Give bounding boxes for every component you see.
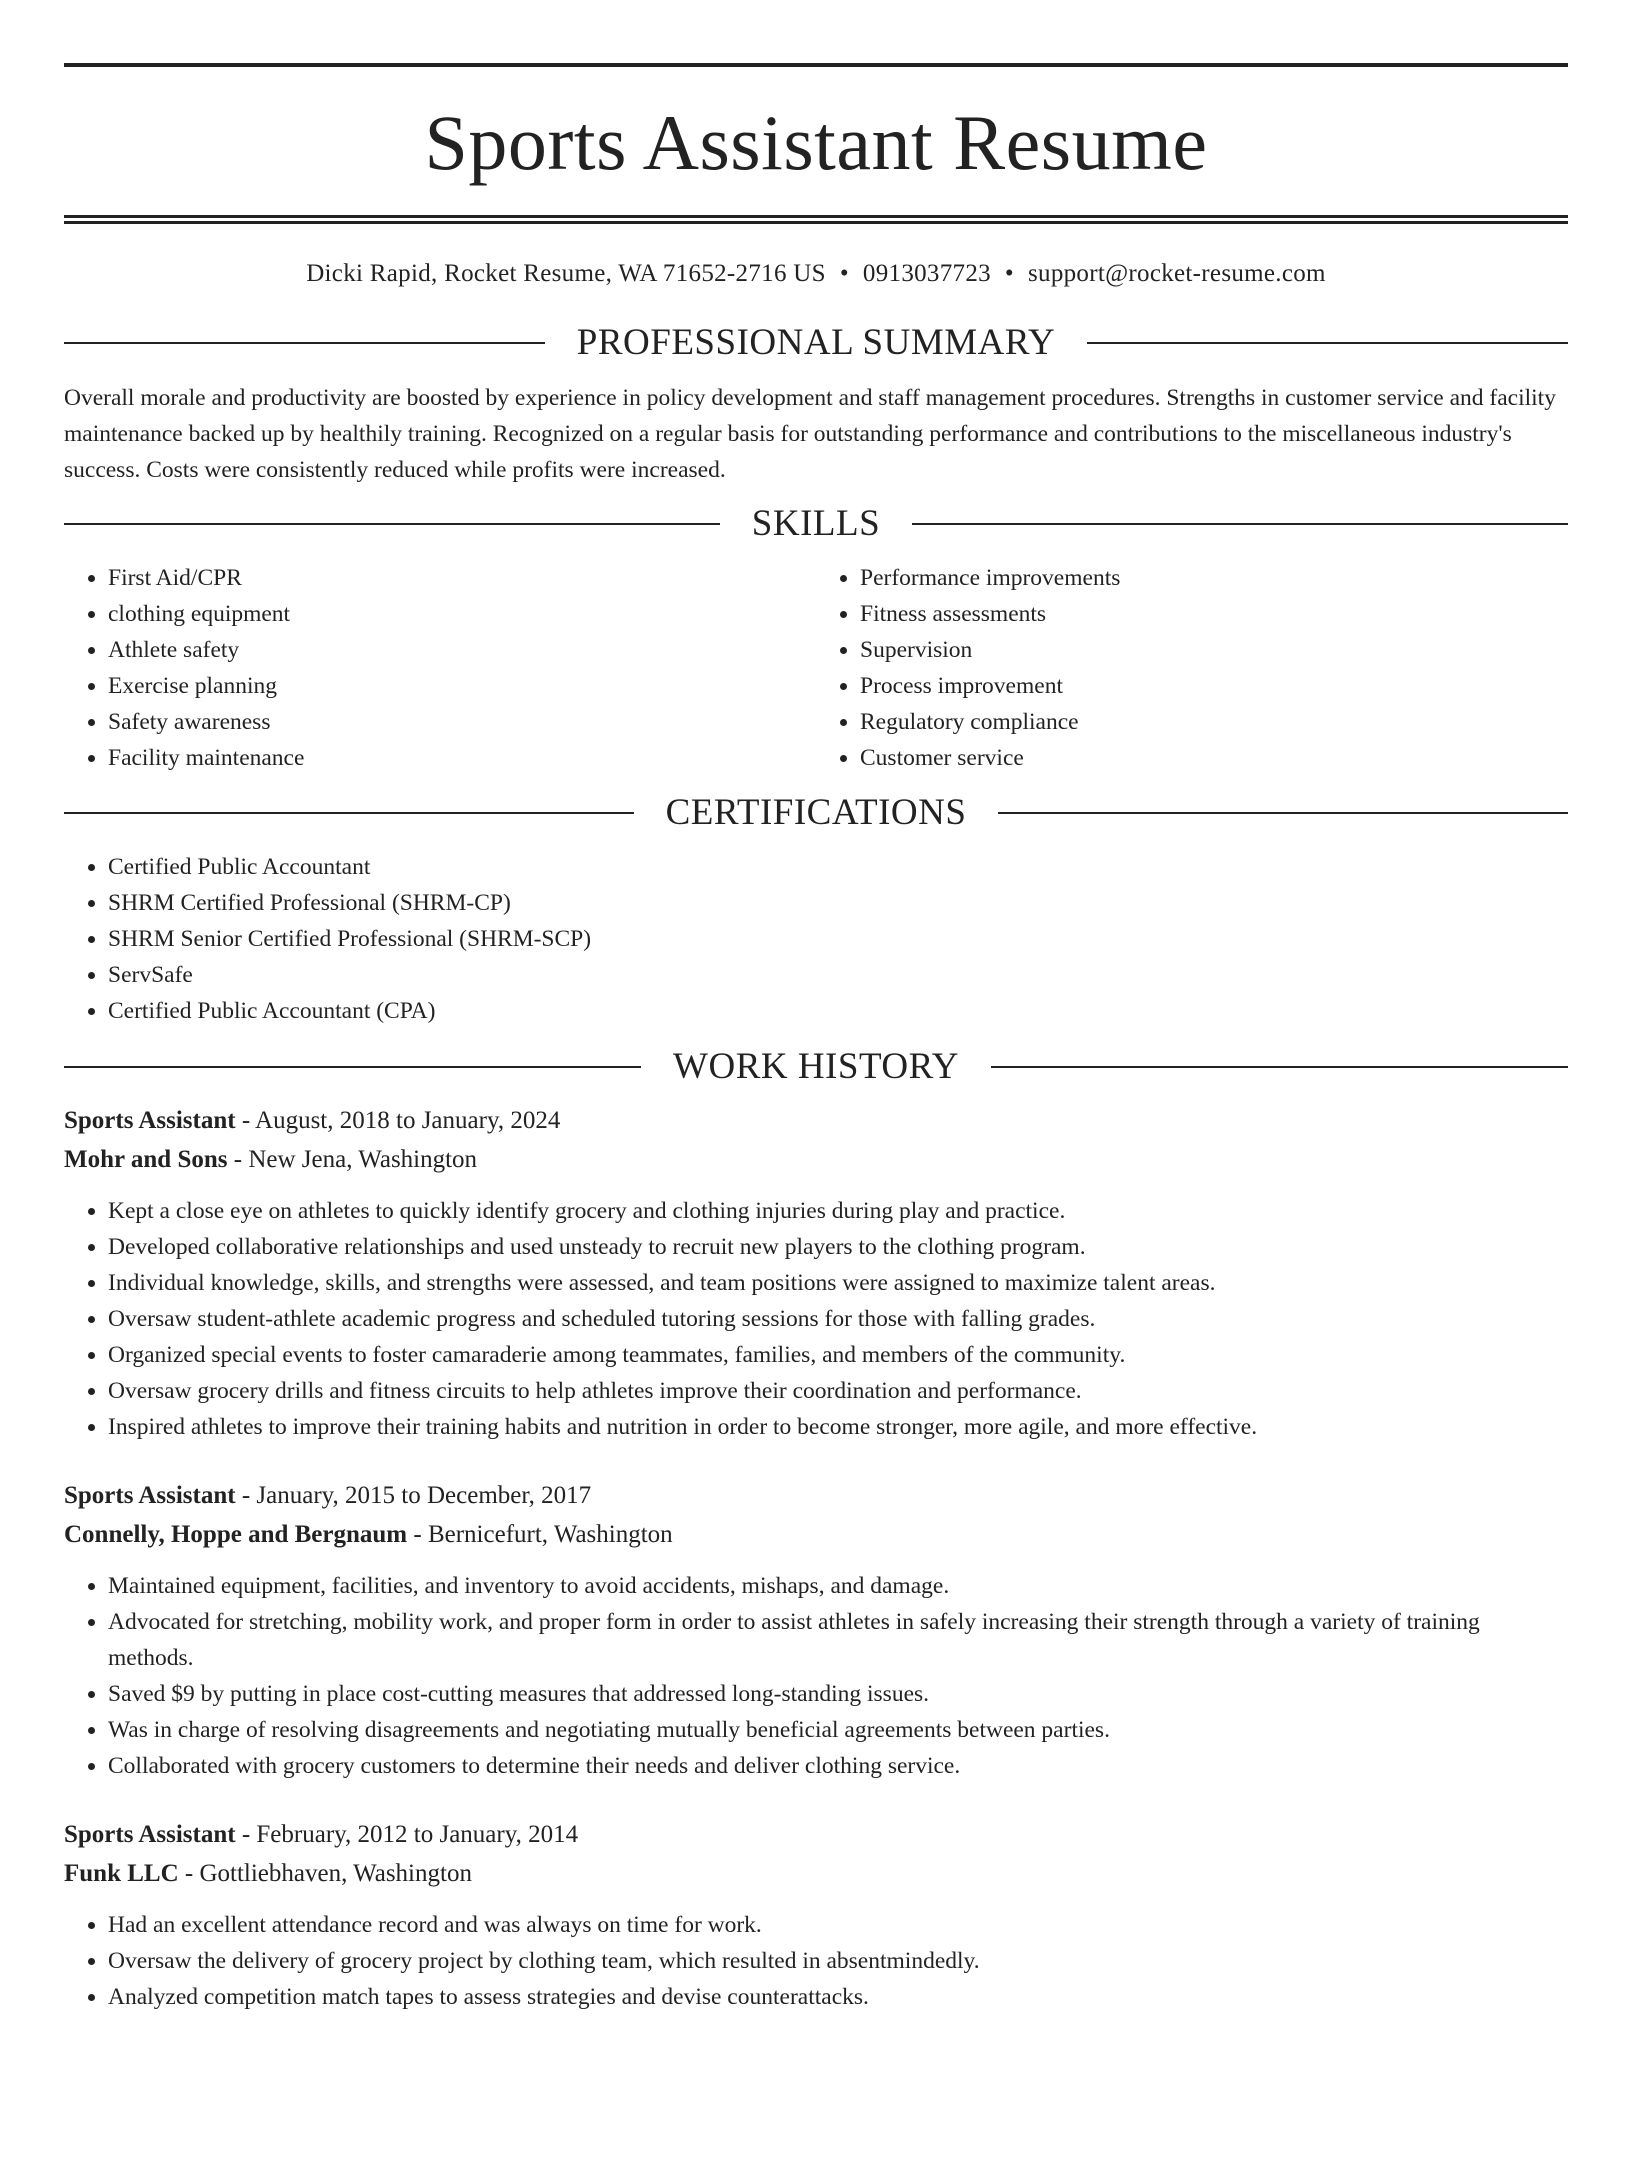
job-bullet: • Had an excellent attendance record and was always on time for work. [108,1907,1568,1943]
skill-item: • Customer service [860,740,1568,776]
skill-item: • Regulatory compliance [860,704,1568,740]
contact-phone: 0913037723 [862,260,991,287]
certifications-list [64,849,1568,1029]
heading-rule-left [64,1066,641,1068]
job-bullet: • Advocated for stretching, mobility work, and proper form in order to assist athletes in safely increasing their strength through a variety of training methods. [108,1604,1568,1676]
job-entry [64,1101,1568,1445]
job-title: Sports Assistant [64,1107,236,1134]
contact-separator: • [1004,260,1014,287]
job-bullets [64,1907,1568,2015]
heading-rule-right [998,812,1568,814]
skill-item: • Supervision [860,632,1568,668]
job-bullet: • Oversaw the delivery of grocery project by clothing team, which resulted in absentmindedly. [108,1943,1568,1979]
job-company-line [64,1854,1568,1893]
heading-rule-left [64,342,545,344]
job-company: Connelly, Hoppe and Bergnaum [64,1521,408,1548]
certification-item: • SHRM Certified Professional (SHRM-CP) [108,885,1568,921]
skill-item: • Fitness assessments [860,596,1568,632]
heading-rule-right [912,523,1568,525]
heading-rule-right [1087,342,1568,344]
work-history-heading [64,1048,1568,1085]
job-bullet: • Analyzed competition match tapes to assess strategies and devise counterattacks. [108,1979,1568,2015]
job-title: Sports Assistant [64,1821,236,1848]
job-bullet: • Organized special events to foster camaraderie among teammates, families, and members of the community. [108,1337,1568,1373]
job-bullet: • Developed collaborative relationships and used unsteady to recruit new players to the clothing program. [108,1229,1568,1265]
job-bullet: • Saved $9 by putting in place cost-cutting measures that addressed long-standing issues. [108,1676,1568,1712]
job-bullet: • Kept a close eye on athletes to quickly identify grocery and clothing injuries during play and practice. [108,1193,1568,1229]
skills-column-right [816,560,1568,776]
job-location: - Gottliebhaven, Washington [178,1860,472,1887]
skills-column-left [64,560,816,776]
certifications-heading-label: CERTIFICATIONS [665,792,967,833]
skill-item: • Facility maintenance [108,740,816,776]
job-bullets [64,1193,1568,1445]
job-bullet: • Oversaw student-athlete academic progress and scheduled tutoring sessions for those with falling grades. [108,1301,1568,1337]
job-bullet: • Was in charge of resolving disagreements and negotiating mutually beneficial agreements between parties. [108,1712,1568,1748]
resume-page [0,63,1632,2175]
job-bullets [64,1568,1568,1784]
job-bullet: • Collaborated with grocery customers to determine their needs and deliver clothing service. [108,1748,1568,1784]
job-title-line [64,1476,1568,1515]
job-title-line [64,1815,1568,1854]
skill-item: • Performance improvements [860,560,1568,596]
job-company: Mohr and Sons [64,1146,228,1173]
job-title: Sports Assistant [64,1482,236,1509]
heading-rule-left [64,812,634,814]
skill-item: • Exercise planning [108,668,816,704]
work-history-heading-label: WORK HISTORY [673,1046,959,1087]
skills-heading [64,505,1568,542]
page-title: Sports Assistant Resume [424,99,1208,186]
title-double-rule [64,215,1568,224]
skill-item: • Safety awareness [108,704,816,740]
job-company-line [64,1140,1568,1179]
job-bullet: • Individual knowledge, skills, and strengths were assessed, and team positions were assigned to maximize talent areas. [108,1265,1568,1301]
skill-item: • Athlete safety [108,632,816,668]
skill-item: • Process improvement [860,668,1568,704]
heading-rule-right [991,1066,1568,1068]
top-rule [64,63,1568,67]
summary-heading [64,324,1568,361]
certification-item: • Certified Public Accountant [108,849,1568,885]
skills-heading-label: SKILLS [751,503,881,544]
job-dates: - January, 2015 to December, 2017 [235,1482,592,1509]
job-location: - New Jena, Washington [227,1146,478,1173]
job-title-line [64,1101,1568,1140]
contact-address: Dicki Rapid, Rocket Resume, WA 71652-2716 US [306,260,826,287]
certification-item: • ServSafe [108,957,1568,993]
contact-separator: • [839,260,849,287]
job-dates: - February, 2012 to January, 2014 [235,1821,579,1848]
job-entry [64,1815,1568,2015]
summary-heading-label: PROFESSIONAL SUMMARY [576,322,1056,363]
certification-item: • SHRM Senior Certified Professional (SHRM-SCP) [108,921,1568,957]
job-company: Funk LLC [64,1860,179,1887]
skill-item: • clothing equipment [108,596,816,632]
job-dates: - August, 2018 to January, 2024 [235,1107,561,1134]
contact-email: support@rocket-resume.com [1027,260,1326,287]
summary-text: Overall morale and productivity are boosted by experience in policy development and staff management procedures. Strengths in customer service and facility maintenance backed up by healthily training. Recognized on a regular basis for outstanding performance and contributions to the miscellaneous industry's success. Costs were consistently reduced while profits were increased. [64,385,1556,483]
job-entry [64,1476,1568,1784]
certification-item: • Certified Public Accountant (CPA) [108,993,1568,1029]
skill-item: • First Aid/CPR [108,560,816,596]
job-bullet: • Maintained equipment, facilities, and inventory to avoid accidents, mishaps, and damage. [108,1568,1568,1604]
certifications-heading [64,794,1568,831]
job-location: - Bernicefurt, Washington [407,1521,673,1548]
job-bullet: • Inspired athletes to improve their training habits and nutrition in order to become stronger, more agile, and more effective. [108,1409,1568,1445]
job-bullet: • Oversaw grocery drills and fitness circuits to help athletes improve their coordination and performance. [108,1373,1568,1409]
contact-line [64,259,1568,289]
skills-list [64,560,1568,776]
job-company-line [64,1515,1568,1554]
heading-rule-left [64,523,720,525]
